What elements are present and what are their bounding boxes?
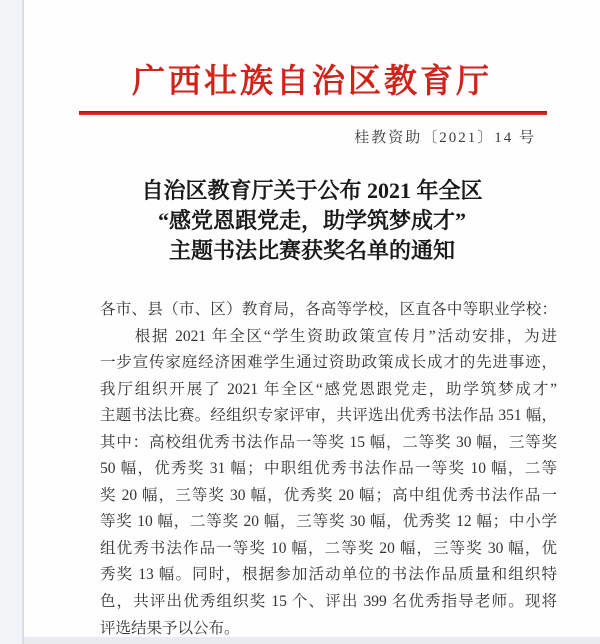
notice-title-line: 自治区教育厅关于公布 2021 年全区 <box>141 178 483 203</box>
body-line: 色，共评出优秀组织奖 15 个、评出 399 名优秀指导老师。现将 <box>100 593 557 611</box>
body-line: 50 幅，优秀奖 31 幅；中职组优秀书法作品一等奖 10 幅，二等 <box>100 460 557 478</box>
body-line: 等奖 10 幅，二等奖 20 幅，三等奖 30 幅，优秀奖 12 幅；中小学 <box>100 513 557 531</box>
letterhead-divider-line <box>79 111 547 115</box>
body-line: 组优秀书法作品一等奖 10 幅，二等奖 20 幅，三等奖 30 幅，优 <box>100 539 557 557</box>
scan-left-edge <box>0 0 24 644</box>
body-line: 各市、县（市、区）教育局，各高等学校，区直各中等职业学校： <box>100 301 557 318</box>
body-line: 根据 2021 年全区“学生资助政策宣传月”活动安排，为进 <box>100 327 557 345</box>
body-line: 一步宣传家庭经济困难学生通过资助政策成长成才的先进事迹， <box>100 354 557 372</box>
body-line: 秀奖 13 幅。同时，根据参加活动单位的书法作品质量和组织特 <box>100 566 557 584</box>
doc-number: 桂教资助〔2021〕14 号 <box>354 130 536 146</box>
body-line: 其中：高校组优秀书法作品一等奖 15 幅，二等奖 30 幅，三等奖 <box>100 433 557 451</box>
notice-body <box>100 297 557 642</box>
body-line: 主题书法比赛。经组织专家评审，共评选出优秀书法作品 351 幅， <box>100 407 557 425</box>
body-line: 我厅组织开展了 2021 年全区“感党恩跟党走，助学筑梦成才” <box>100 380 557 398</box>
notice-title <box>24 176 600 266</box>
body-line: 评选结果予以公布。 <box>100 619 240 637</box>
body-line: 奖 20 幅，三等奖 30 幅，优秀奖 20 幅；高中组优秀书法作品一 <box>100 486 557 504</box>
notice-title-line: “感党恩跟党走，助学筑梦成才” <box>157 208 466 233</box>
notice-title-line: 主题书法比赛获奖名单的通知 <box>168 238 455 263</box>
scan-bottom-edge <box>0 637 600 644</box>
letterhead-org-name: 广西壮族自治区教育厅 <box>132 64 492 100</box>
